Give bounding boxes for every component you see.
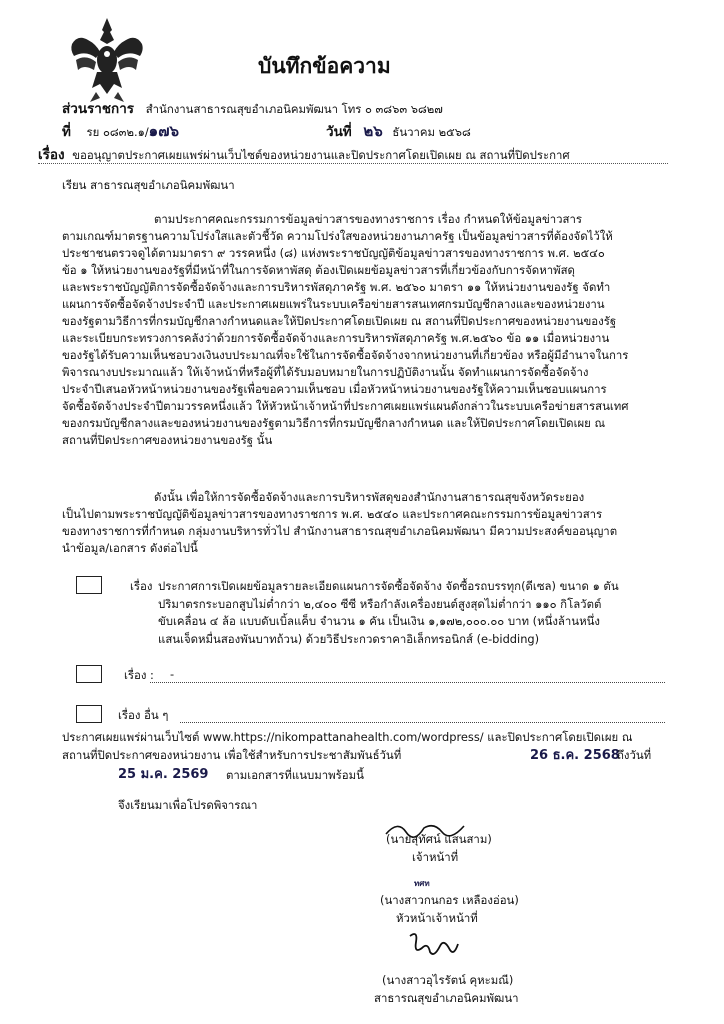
item-2-dotline [150, 682, 665, 683]
subject-label: เรื่อง [38, 147, 65, 163]
item-1-line-4: แสนเจ็ดหมื่นสองพันบาทถ้วน) ด้วยวิธีประกวดราคาอิเล็กทรอนิกส์ (e-bidding) [158, 631, 540, 646]
signature-2-initials: ทศท [414, 879, 430, 888]
paragraph-1-line-13: ของกรมบัญชีกลางและของหน่วยงานของรัฐตามวิธีการที่กรมบัญชีกลางกำหนด และให้ปิดประกาศโดยเปิดเผย ณ [62, 416, 606, 430]
signature-2-position: หัวหน้าเจ้าหน้าที่ [396, 911, 478, 925]
paragraph-1-line-9: ของรัฐได้รับความเห็นชอบวงเงินงบประมาณที่จะใช้ในการจัดซื้อจัดจ้างจากหน่วยงานที่เกี่ยวข้อง หรือผู้มีอำนาจในการ [62, 348, 629, 362]
body-paragraph-2 [62, 489, 664, 557]
publish-line-2 [62, 747, 401, 765]
paragraph-2-line-3: ของทางราชการที่กำหนด กลุ่มงานบริหารทั่วไป สำนักงานสาธารณสุขอำเภอนิคมพัฒนา มีความประสงค์ขออนุญาต [62, 524, 618, 538]
date-label: วันที่ [326, 124, 352, 140]
date-rest: ธันวาคม ๒๕๖๘ [392, 125, 471, 139]
item-3-label: เรื่อง อื่น ๆ [118, 708, 169, 722]
subject-value: ขออนุญาตประกาศเผยแพร่ผ่านเว็บไซต์ของหน่วยงานและปิดประกาศโดยเปิดเผย ณ สถานที่ปิดประกาศ [72, 148, 570, 162]
paragraph-1-line-4: ข้อ ๑ ให้หน่วยงานของรัฐที่มีหน้าที่ในการจัดหาพัสดุ ต้องเปิดเผยข้อมูลข่าวสารที่เกี่ยวข้องกับการจัดหาพัสดุ [62, 263, 575, 277]
date-row [326, 119, 471, 143]
paragraph-1-line-1: ตามประกาศคณะกรรมการข้อมูลข่าวสารของทางราชการ เรื่อง กำหนดให้ข้อมูลข่าวสาร [154, 212, 582, 226]
item-1-line-2: ปริมาตรกระบอกสูบไม่ต่ำกว่า ๒,๔๐๐ ซีซี หรือกำลังเครื่องยนต์สูงสุดไม่ต่ำกว่า ๑๑๐ กิโลวัตต์ [158, 596, 602, 611]
item-2-label: เรื่อง : [124, 668, 154, 682]
closing-text: จึงเรียนมาเพื่อโปรดพิจารณา [118, 798, 258, 812]
body-paragraph-1 [62, 211, 664, 449]
garuda-emblem [66, 14, 148, 106]
ref-prefix: รย ๐๘๓๒.๑/ [86, 125, 149, 139]
paragraph-1-line-8: และระเบียบกระทรวงการคลังว่าด้วยการจัดซื้อจัดจ้างและการบริหารพัสดุภาครัฐ พ.ศ.๒๕๖๐ ข้อ ๑๑ เมื่อหน่วยงาน [62, 331, 610, 345]
paragraph-1-line-5: และพระราชบัญญัติการจัดซื้อจัดจ้างและการบริหารพัสดุภาครัฐ พ.ศ. ๒๕๖๐ มาตรา ๑๑ ให้หน่วยงานของรัฐ จัดทำ [62, 280, 611, 294]
publish-line-2-text: สถานที่ปิดประกาศของหน่วยงาน เพื่อใช้สำหรับการประชาสัมพันธ์วันที่ [62, 748, 402, 762]
signature-3-position: สาธารณสุขอำเภอนิคมพัฒนา [374, 991, 519, 1005]
paragraph-1-line-14: สถานที่ปิดประกาศของหน่วยงานของรัฐ นั้น [62, 433, 273, 447]
publish-attach: ตามเอกสารที่แนบมาพร้อมนี้ [226, 768, 364, 782]
ref-row [62, 119, 179, 143]
publish-line-1: ประกาศเผยแพร่ผ่านเว็บไซต์ www.https://nikompattanahealth.com/wordpress/ และปิดประกาศโดยเปิดเผย ณ [62, 730, 633, 744]
paragraph-1-line-3: ประชาชนตรวจดูได้ตามมาตรา ๙ วรรคหนึ่ง (๘) แห่งพระราชบัญญัติข้อมูลข่าวสารของทางราชการ พ.ศ. ๒๕๔๐ [62, 246, 605, 260]
salutation: เรียน สาธารณสุขอำเภอนิคมพัฒนา [62, 178, 235, 192]
item-1-line-3: ขับเคลื่อน ๔ ล้อ แบบดับเบิ้ลแค็บ จำนวน ๑ คัน เป็นเงิน ๑,๑๗๒,๐๐๐.๐๐ บาท (หนึ่งล้านหนึ่ง [158, 614, 600, 628]
paragraph-1-line-2: ตามเกณฑ์มาตรฐานความโปร่งใสและตัวชี้วัด ความโปร่งใสของหน่วยงานภาครัฐ เป็นข้อมูลข่าวสารที่ต้องจัดไว้ให้ [62, 229, 613, 243]
paragraph-2-line-1: ดังนั้น เพื่อให้การจัดซื้อจัดจ้างและการบริหารพัสดุของสำนักงานสาธารณสุขจังหวัดระยอง [154, 490, 585, 504]
item-1-checkbox[interactable] [76, 576, 102, 594]
item-3-checkbox[interactable] [76, 705, 102, 723]
signature-1-position: เจ้าหน้าที่ [412, 850, 459, 864]
paragraph-1-line-6: แผนการจัดซื้อจัดจ้างประจำปี และประกาศเผยแพร่ในระบบเครือข่ายสารสนเทศกรมบัญชีกลางและของหน่วยงาน [62, 297, 605, 311]
agency-row [62, 97, 443, 119]
signature-2-name: (นางสาวกนกอร เหลืองอ่อน) [380, 893, 519, 907]
paragraph-1-line-7: ของรัฐตามวิธีการที่กรมบัญชีกลางกำหนดและให้ปิดประกาศโดยเปิดเผย ณ สถานที่ปิดประกาศของหน่วยงานของรัฐ [62, 314, 617, 328]
item-3-dotline [180, 722, 665, 723]
item-1-label: เรื่อง [130, 579, 153, 593]
agency-label: ส่วนราชการ [62, 101, 135, 117]
paragraph-2-line-2: เป็นไปตามพระราชบัญญัติข้อมูลข่าวสารของทางราชการ พ.ศ. ๒๕๔๐ และประกาศคณะกรรมการข้อมูลข่าวสาร [62, 507, 603, 521]
subject-divider [38, 163, 668, 164]
agency-value: สำนักงานสาธารณสุขอำเภอนิคมพัฒนา โทร ๐ ๓๘๖๓ ๖๘๒๗ [145, 102, 443, 116]
signature-3-image [404, 928, 464, 962]
paragraph-1-line-10: พิจารณางบประมาณแล้ว ให้เจ้าหน้าที่หรือผู้ที่ได้รับมอบหมายในการปฏิบัติงานนั้น จัดทำแผนการจัดซื้อจัดจ้าง [62, 365, 589, 379]
paragraph-1-line-12: จัดซื้อจัดจ้างประจำปีตามวรรคหนึ่งแล้ว ให้หัวหน้าเจ้าหน้าที่ประกาศเผยแพร่แผนดังกล่าวในระบบเครือข่ายสารสนเทศ [62, 399, 629, 413]
ref-label: ที่ [62, 124, 71, 140]
item-2-value: - [170, 667, 175, 681]
subject-row [38, 143, 570, 165]
publish-until-label: ถึงวันที่ [617, 748, 652, 762]
item-1-text [158, 578, 619, 648]
signature-3-name: (นางสาวอุไรรัตน์ คุหะมณี) [382, 973, 514, 987]
ref-number: ๑๗๖ [148, 122, 179, 140]
item-2-checkbox[interactable] [76, 665, 102, 683]
page-title: บันทึกข้อความ [258, 54, 391, 78]
paragraph-2-line-4: นำข้อมูล/เอกสาร ดังต่อไปนี้ [62, 541, 198, 555]
publish-to-date: 25 ม.ค. 2569 [118, 767, 209, 782]
paragraph-1-line-11: ประจำปีเสนอหัวหน้าหน่วยงานของรัฐเพื่อขอความเห็นชอบ เมื่อหัวหน้าหน่วยงานของรัฐให้ความเห็นชอบแผนการ [62, 382, 607, 396]
publish-from-date: 26 ธ.ค. 2568 [530, 748, 620, 763]
item-1-line-1: ประกาศการเปิดเผยข้อมูลรายละเอียดแผนการจัดซื้อจัดจ้าง จัดซื้อรถบรรทุก(ดีเซล) ขนาด ๑ ตัน [158, 579, 619, 593]
signature-1-name: (นายสุทัศน์ แสนสาม) [386, 832, 492, 846]
date-day: ๒๖ [363, 122, 383, 140]
